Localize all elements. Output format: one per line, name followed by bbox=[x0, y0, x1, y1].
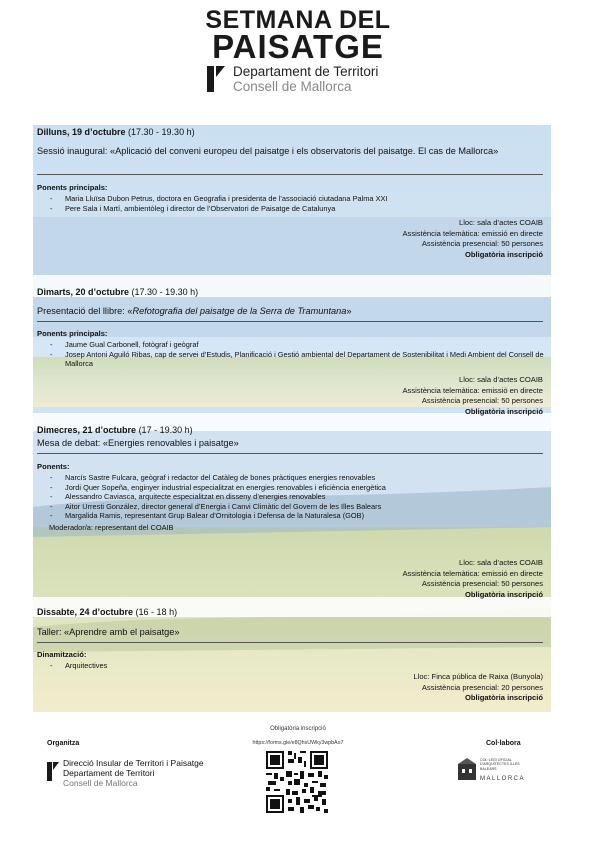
event-3-moderator: Moderador/a: representant del COAIB bbox=[49, 523, 174, 532]
list-item: - Arquitectives bbox=[37, 661, 547, 671]
online-attendance: Assistència telemàtica: emissió en directe bbox=[402, 568, 543, 578]
directorate-name: Direcció Insular de Territori i Paisatge bbox=[63, 758, 204, 768]
event-2-day: Dimarts, 20 d’octubre (17.30 - 19.30 h) bbox=[37, 287, 199, 297]
event-4-speakers bbox=[37, 661, 547, 671]
event-1-speakers-label: Ponents principals: bbox=[37, 183, 108, 192]
event-3-day: Dimecres, 21 d’octubre (17 - 19.30 h) bbox=[37, 425, 193, 435]
list-item: - Pere Sala i Martí, ambientòleg i director de l’Observatori de Paisatge de Catalunya bbox=[37, 204, 547, 214]
council-name: Consell de Mallorca bbox=[63, 778, 138, 788]
event-1-day: Dilluns, 19 d’octubre (17.30 - 19.30 h) bbox=[37, 127, 195, 137]
event-2-title: Presentació del llibre: «Refotografia del paisatge de la Serra de Tramuntana» bbox=[37, 306, 352, 316]
qr-code-icon[interactable] bbox=[264, 749, 330, 815]
event-4-speakers-label: Dinamització: bbox=[37, 650, 87, 659]
event-2-speakers-label: Ponents principals: bbox=[37, 329, 108, 338]
list-item: - Jaume Gual Carbonell, fotògraf i geògraf bbox=[37, 340, 547, 350]
event-4-day: Dissabte, 24 d’octubre (16 - 18 h) bbox=[37, 607, 178, 617]
coaib-name: COL·LEGI OFICIAL D'ARQUITECTES ILLES BALEARS bbox=[480, 758, 520, 771]
registration-link[interactable]: https://forms.gle/e8QhxUWky3wpbAo7 bbox=[252, 740, 344, 746]
list-item: - Alessandro Caviasca, arquitecte especialitzat en disseny d’energies renovables bbox=[37, 492, 547, 502]
divider bbox=[37, 642, 543, 643]
divider bbox=[37, 174, 543, 175]
consell-logo-icon bbox=[47, 762, 59, 781]
title-line-1: SETMANA DEL bbox=[205, 6, 391, 34]
registration-note: Obligatòria inscripció bbox=[464, 249, 543, 259]
department-name: Departament de Territori bbox=[63, 768, 155, 778]
online-attendance: Assistència telemàtica: emissió en directe bbox=[402, 228, 543, 238]
title-line-2: PAISATGE bbox=[212, 28, 384, 65]
page-header bbox=[0, 0, 596, 108]
council-name: Consell de Mallorca bbox=[233, 79, 352, 94]
event-1-speakers bbox=[37, 194, 547, 213]
event-3-info bbox=[402, 558, 543, 600]
page-footer bbox=[0, 712, 596, 843]
program-panel bbox=[33, 107, 551, 712]
list-item: - Narcís Sastre Fulcara, geògraf i redactor del Catàleg de bones pràctiques energies renovables bbox=[37, 473, 547, 483]
divider bbox=[37, 321, 543, 322]
divider bbox=[37, 453, 543, 454]
event-4-info bbox=[413, 672, 543, 704]
in-person-attendance: Assistència presencial: 20 persones bbox=[421, 682, 543, 692]
registration-note: Obligatòria inscripció bbox=[464, 693, 543, 702]
list-item: - Margalida Ramis, representant Grup Balear d’Ornitologia i Defensa de la Naturalesa (GOB) bbox=[37, 511, 547, 521]
event-2-speakers bbox=[37, 340, 547, 369]
online-attendance: Assistència telemàtica: emissió en directe bbox=[402, 385, 543, 395]
event-3-speakers-label: Ponents: bbox=[37, 462, 70, 471]
organizer-label: Organitza bbox=[47, 740, 80, 747]
registration-note: Obligatòria inscripció bbox=[464, 589, 543, 599]
consell-logo-icon bbox=[207, 66, 225, 92]
venue: Lloc: sala d’actes COAIB bbox=[459, 558, 543, 567]
collaborator-label: Col·labora bbox=[486, 740, 521, 747]
event-4-title: Taller: «Aprendre amb el paisatge» bbox=[37, 627, 180, 637]
coaib-place: MALLORCA bbox=[480, 776, 526, 782]
coaib-logo bbox=[458, 756, 538, 786]
list-item: - Josep Antoni Aguiló Ribas, cap de servei d’Estudis, Planificació i Gestió ambiental del Departament de Sostenibilitat i Medi Ambient del Consell de Mallorca bbox=[37, 350, 547, 369]
in-person-attendance: Assistència presencial: 50 persones bbox=[421, 396, 543, 405]
venue: Lloc: sala d’actes COAIB bbox=[459, 218, 543, 227]
in-person-attendance: Assistència presencial: 50 persones bbox=[421, 239, 543, 248]
list-item: - Jordi Quer Sopeña, enginyer industrial especialitzat en energies renovables i eficiència energètica bbox=[37, 483, 547, 493]
program-content bbox=[33, 107, 551, 712]
event-1-title: Sessió inaugural: «Aplicació del conveni europeu del paisatge i els observatoris del paisatge. El cas de Mallorca» bbox=[37, 146, 499, 156]
list-item: - Maria Lluïsa Dubon Petrus, doctora en Geografia i presidenta de l’associació ciutadana Palma XXI bbox=[37, 194, 547, 204]
department-logo-block bbox=[207, 64, 427, 96]
event-3-title: Mesa de debat: «Energies renovables i paisatge» bbox=[37, 438, 239, 448]
list-item: - Aitor Urresti González, director general d’Energia i Canvi Climàtic del Govern de les Illes Balears bbox=[37, 502, 547, 512]
coaib-building-icon bbox=[458, 758, 476, 780]
event-1-info bbox=[402, 218, 543, 260]
venue: Lloc: Finca pública de Raixa (Bunyola) bbox=[413, 672, 543, 681]
registration-note: Obligatòria inscripció bbox=[464, 406, 543, 416]
organizer-logo-block bbox=[47, 758, 247, 794]
registration-title: Obligatòria inscripció bbox=[270, 726, 326, 732]
event-2-info bbox=[402, 375, 543, 417]
event-3-speakers bbox=[37, 473, 547, 521]
department-name: Departament de Territori bbox=[233, 64, 379, 79]
in-person-attendance: Assistència presencial: 50 persones bbox=[421, 579, 543, 588]
venue: Lloc: sala d’actes COAIB bbox=[459, 375, 543, 384]
